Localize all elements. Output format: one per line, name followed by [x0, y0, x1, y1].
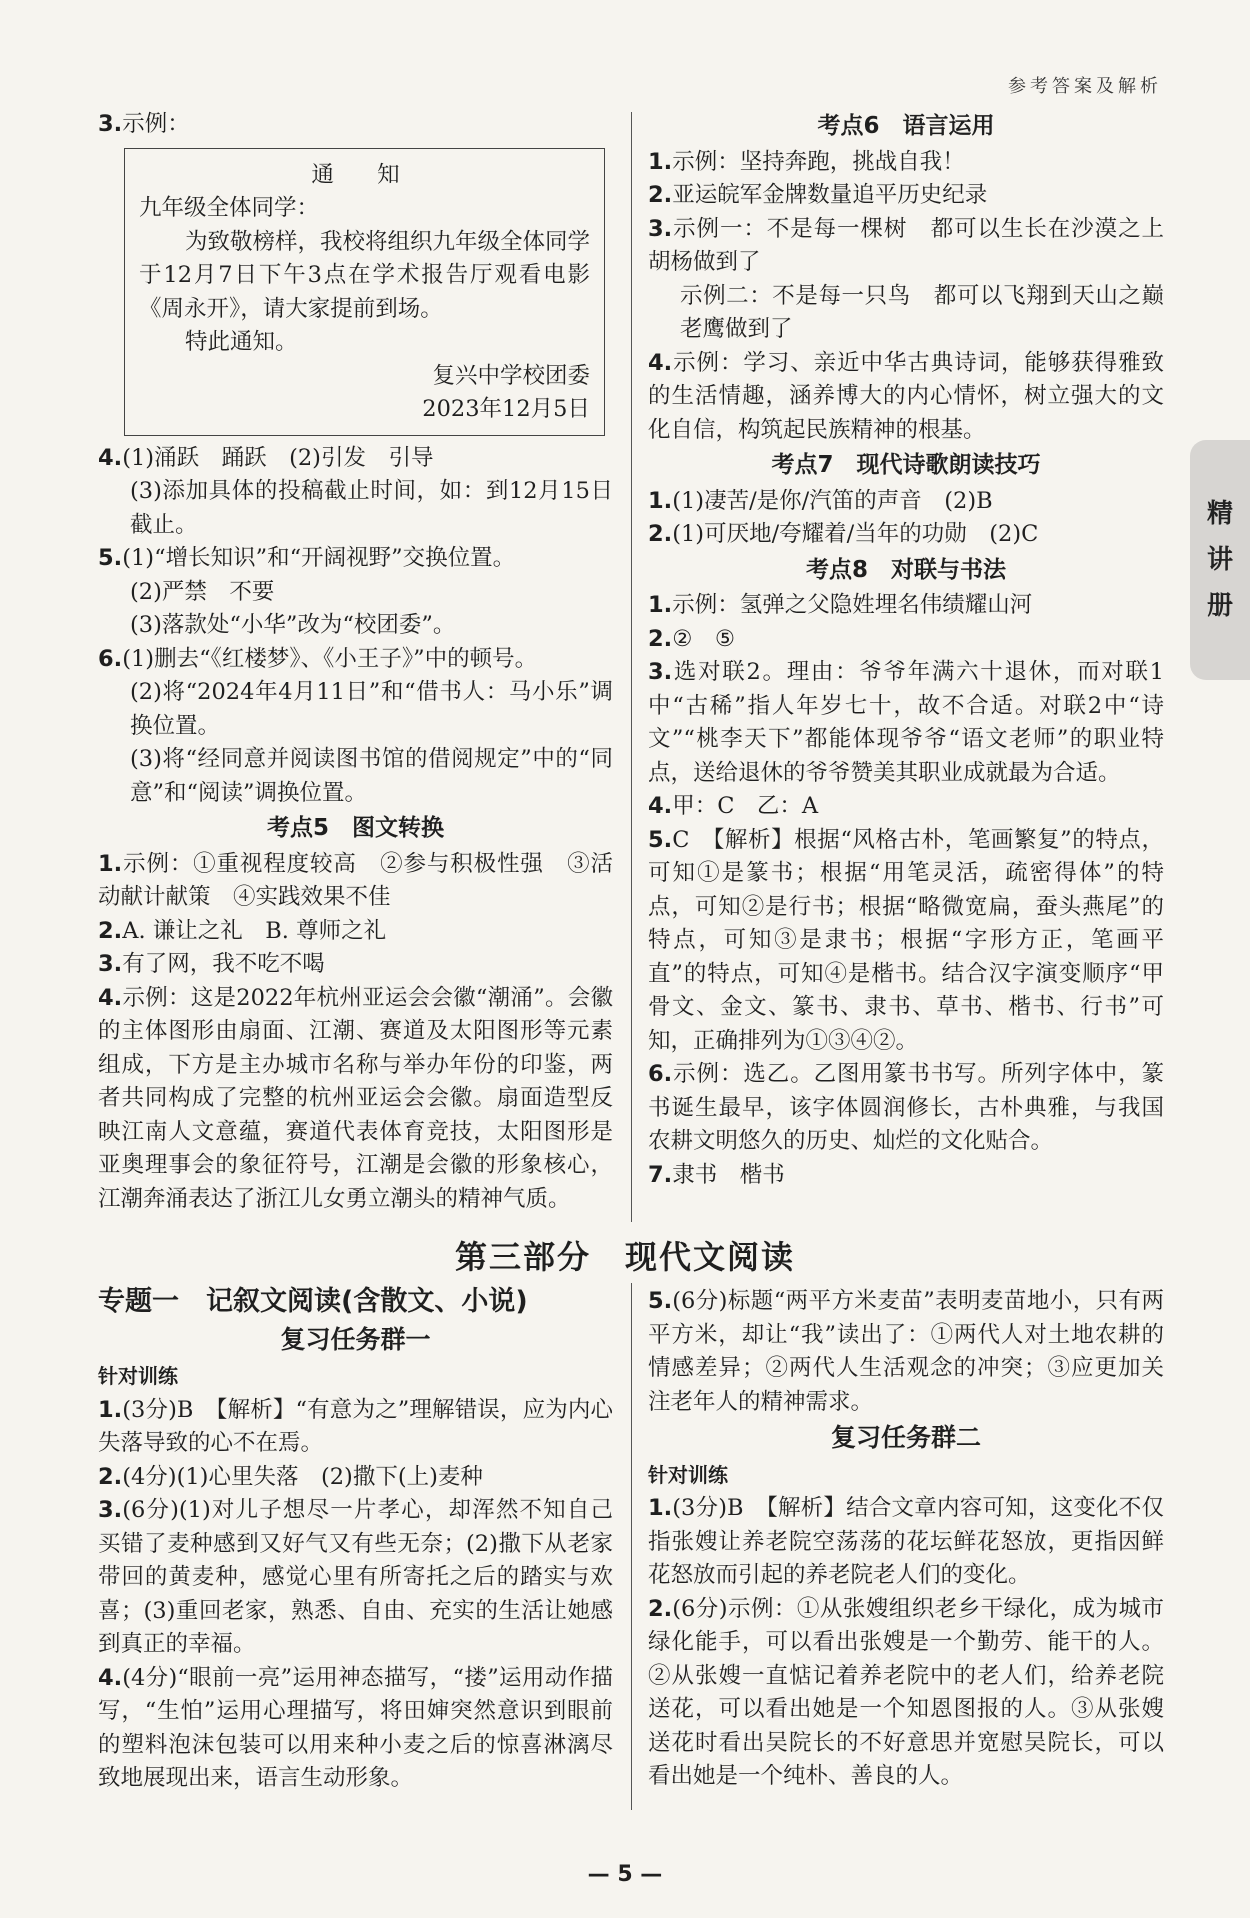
side-tab	[1190, 440, 1250, 680]
k8-item: 7.隶书 楷书	[648, 1161, 785, 1188]
right-column-top	[648, 108, 1187, 1192]
lb-item: 1.(3分)B 【解析】“有意为之”理解错误，应为内心失落导致的心不在焉。	[98, 1396, 613, 1456]
k6-item: 4.示例：学习、亲近中华古典诗词，能够获得雅致的生活情趣，涵养博大的内心情怀，树立强大的文化自信，构筑起民族精神的根基。	[648, 349, 1164, 443]
lb-item: 3.(6分)(1)对儿子想尽一片孝心，却浑然不知自己买错了麦种感到又好气又有些无奈；(2)撒下从老家带回的黄麦种，感觉心里有所寄托之后的踏实与欢喜；(3)重回老家，熟悉、自由、充实的生活让她感到真正的幸福。	[98, 1497, 613, 1657]
section-title-k5: 考点5 图文转换	[266, 815, 444, 841]
q5-part: (3)落款处“小华”改为“校团委”。	[130, 612, 456, 638]
k8-item: 6.示例：选乙。乙图用篆书书写。所列字体中，篆书诞生最早，该字体圆润修长，古朴典雅，与我国农耕文明悠久的历史、灿烂的文化贴合。	[648, 1061, 1164, 1154]
k8-item: 4.甲：C 乙：A	[648, 793, 819, 819]
k8-item: 1.示例：氢弹之父隐姓埋名伟绩耀山河	[648, 592, 1033, 618]
part-title: 第三部分 现代文阅读	[454, 1238, 795, 1276]
page-number: — 5 —	[587, 1862, 663, 1887]
k5-item: 1.示例：①重视程度较高 ②参与积极性强 ③活动献计献策 ④实践效果不佳	[98, 850, 613, 910]
train-label: 针对训练	[98, 1364, 178, 1388]
k7-item: 1.(1)凄苦/是你/汽笛的声音 (2)B	[648, 487, 993, 514]
topic-title: 专题一 记叙文阅读(含散文、小说)	[98, 1286, 528, 1317]
k5-item: 4.示例：这是2022年杭州亚运会会徽“潮涌”。会徽的主体图形由扇面、江潮、赛道及太阳图形等元素组成，下方是主办城市名称与举办年份的印鉴，两者共同构成了完整的杭州亚运会会徽。扇面造型反映江南人文意蕴，赛道代表体育竞技，太阳图形是亚奥理事会的象征符号，江潮是会徽的形象核心，江潮奔涌表达了浙江儿女勇立潮头的精神气质。	[98, 984, 613, 1212]
header-tag: 参考答案及解析	[1008, 76, 1162, 97]
q3: 3.示例：	[98, 111, 190, 137]
left-column-bottom	[98, 1285, 613, 1796]
k8-item: 3.选对联2。理由：爷爷年满六十退休，而对联1中“古稀”指人年岁七十，故不合适。对联2中“诗文”“桃李天下”都能体现爷爷“语文老师”的职业特点，送给退休的爷爷赞美其职业成就最为合适。	[648, 659, 1164, 786]
notice-title: 通 知	[311, 161, 418, 188]
k5-item: 2.A. 谦让之礼 B. 尊师之礼	[98, 917, 387, 944]
q4: 4.(1)涌跃 踊跃 (2)引发 引导	[98, 444, 434, 471]
q5-part: (2)严禁 不要	[130, 578, 275, 605]
k6-item: 3.示例一：不是每一棵树 都可以生长在沙漠之上 胡杨做到了	[648, 215, 1187, 275]
k7-item: 2.(1)可厌地/夸耀着/当年的功勋 (2)C	[648, 521, 1039, 547]
column-divider	[631, 1283, 632, 1810]
group-title: 复习任务群一	[280, 1324, 431, 1354]
rb-item: 1.(3分)B 【解析】结合文章内容可知，这变化不仅指张嫂让养老院空荡荡的花坛鲜花怒放，更指因鲜花怒放而引起的养老院老人们的变化。	[648, 1495, 1164, 1588]
column-divider	[631, 112, 632, 1222]
side-tab-char: 册	[1206, 591, 1233, 621]
side-tab-char: 精	[1206, 499, 1233, 529]
section-title-k7: 考点7 现代诗歌朗读技巧	[771, 452, 1041, 478]
q5: 5.(1)“增长知识”和“开阔视野”交换位置。	[98, 545, 516, 571]
notice-body: 为致敬榜样，我校将组织九年级全体同学于12月7日下午3点在学术报告厅观看电影《周永开》，请大家提前到场。	[139, 228, 591, 322]
k6-item: 1.示例：坚持奔跑，挑战自我！	[648, 148, 965, 175]
side-tab-char: 讲	[1206, 545, 1233, 575]
q4-part: (3)添加具体的投稿截止时间，如：到12月15日截止。	[130, 478, 613, 538]
notice-salutation: 九年级全体同学：	[139, 195, 320, 221]
right-column-bottom	[648, 1285, 1164, 1794]
k8-item: 2.② ⑤	[648, 625, 736, 652]
k6-item: 示例二：不是每一只鸟 都可以飞翔到天山之巅 老鹰做到了	[680, 282, 1187, 342]
group-title: 复习任务群二	[830, 1423, 981, 1452]
k6-item: 2.亚运皖军金牌数量追平历史纪录	[648, 182, 988, 208]
lb-item: 2.(4分)(1)心里失落 (2)撒下(上)麦种	[98, 1463, 483, 1490]
train-label: 针对训练	[648, 1462, 728, 1487]
q6: 6.(1)删去“《红楼梦》、《小王子》”中的顿号。	[98, 645, 538, 672]
section-title-k8: 考点8 对联与书法	[805, 556, 1006, 583]
rb-q5: 5.(6分)标题“两平方米麦苗”表明麦苗地小，只有两平方米，却让“我”读出了：①两代人对土地农耕的情感差异；②两代人生活观念的冲突；③应更加关注老年人的精神需求。	[648, 1288, 1164, 1415]
section-title-k6: 考点6 语言运用	[817, 113, 995, 139]
k8-item: 5.C 【解析】根据“风格古朴，笔画繁复”的特点，可知①是篆书；根据“用笔灵活，疏密得体”的特点，可知②是行书；根据“略微宽扁，蚕头燕尾”的特点，可知③是隶书；根据“字形方正，笔画平直”的特点，可知④是楷书。结合汉字演变顺序“甲骨文、金文、篆书、隶书、草书、楷书、行书”可知，正确排列为①③④②。	[648, 826, 1164, 1054]
q6-part: (3)将“经同意并阅读图书馆的借阅规定”中的“同意”和“阅读”调换位置。	[130, 746, 613, 806]
notice-date: 2023年12月5日	[422, 396, 590, 422]
notice-closing: 特此通知。	[185, 329, 298, 355]
left-column-top	[98, 108, 613, 1216]
rb-item: 2.(6分)示例：①从张嫂组织老乡干绿化，成为城市绿化能手，可以看出张嫂是一个勤劳、能干的人。②从张嫂一直惦记着养老院中的老人们，给养老院送花，可以看出她是一个知恩图报的人。③从张嫂送花时看出吴院长的不好意思并宽慰吴院长，可以看出她是一个纯朴、善良的人。	[648, 1595, 1164, 1789]
notice-box	[124, 148, 605, 436]
lb-item: 4.(4分)“眼前一亮”运用神态描写，“搂”运用动作描写，“生怕”运用心理描写，将田婶突然意识到眼前的塑料泡沫包装可以用来种小麦之后的惊喜淋漓尽致地展现出来，语言生动形象。	[98, 1664, 613, 1791]
k5-item: 3.有了网，我不吃不喝	[98, 951, 325, 977]
q6-part: (2)将“2024年4月11日”和“借书人：马小乐”调换位置。	[130, 679, 613, 739]
notice-signer: 复兴中学校团委	[432, 362, 590, 389]
